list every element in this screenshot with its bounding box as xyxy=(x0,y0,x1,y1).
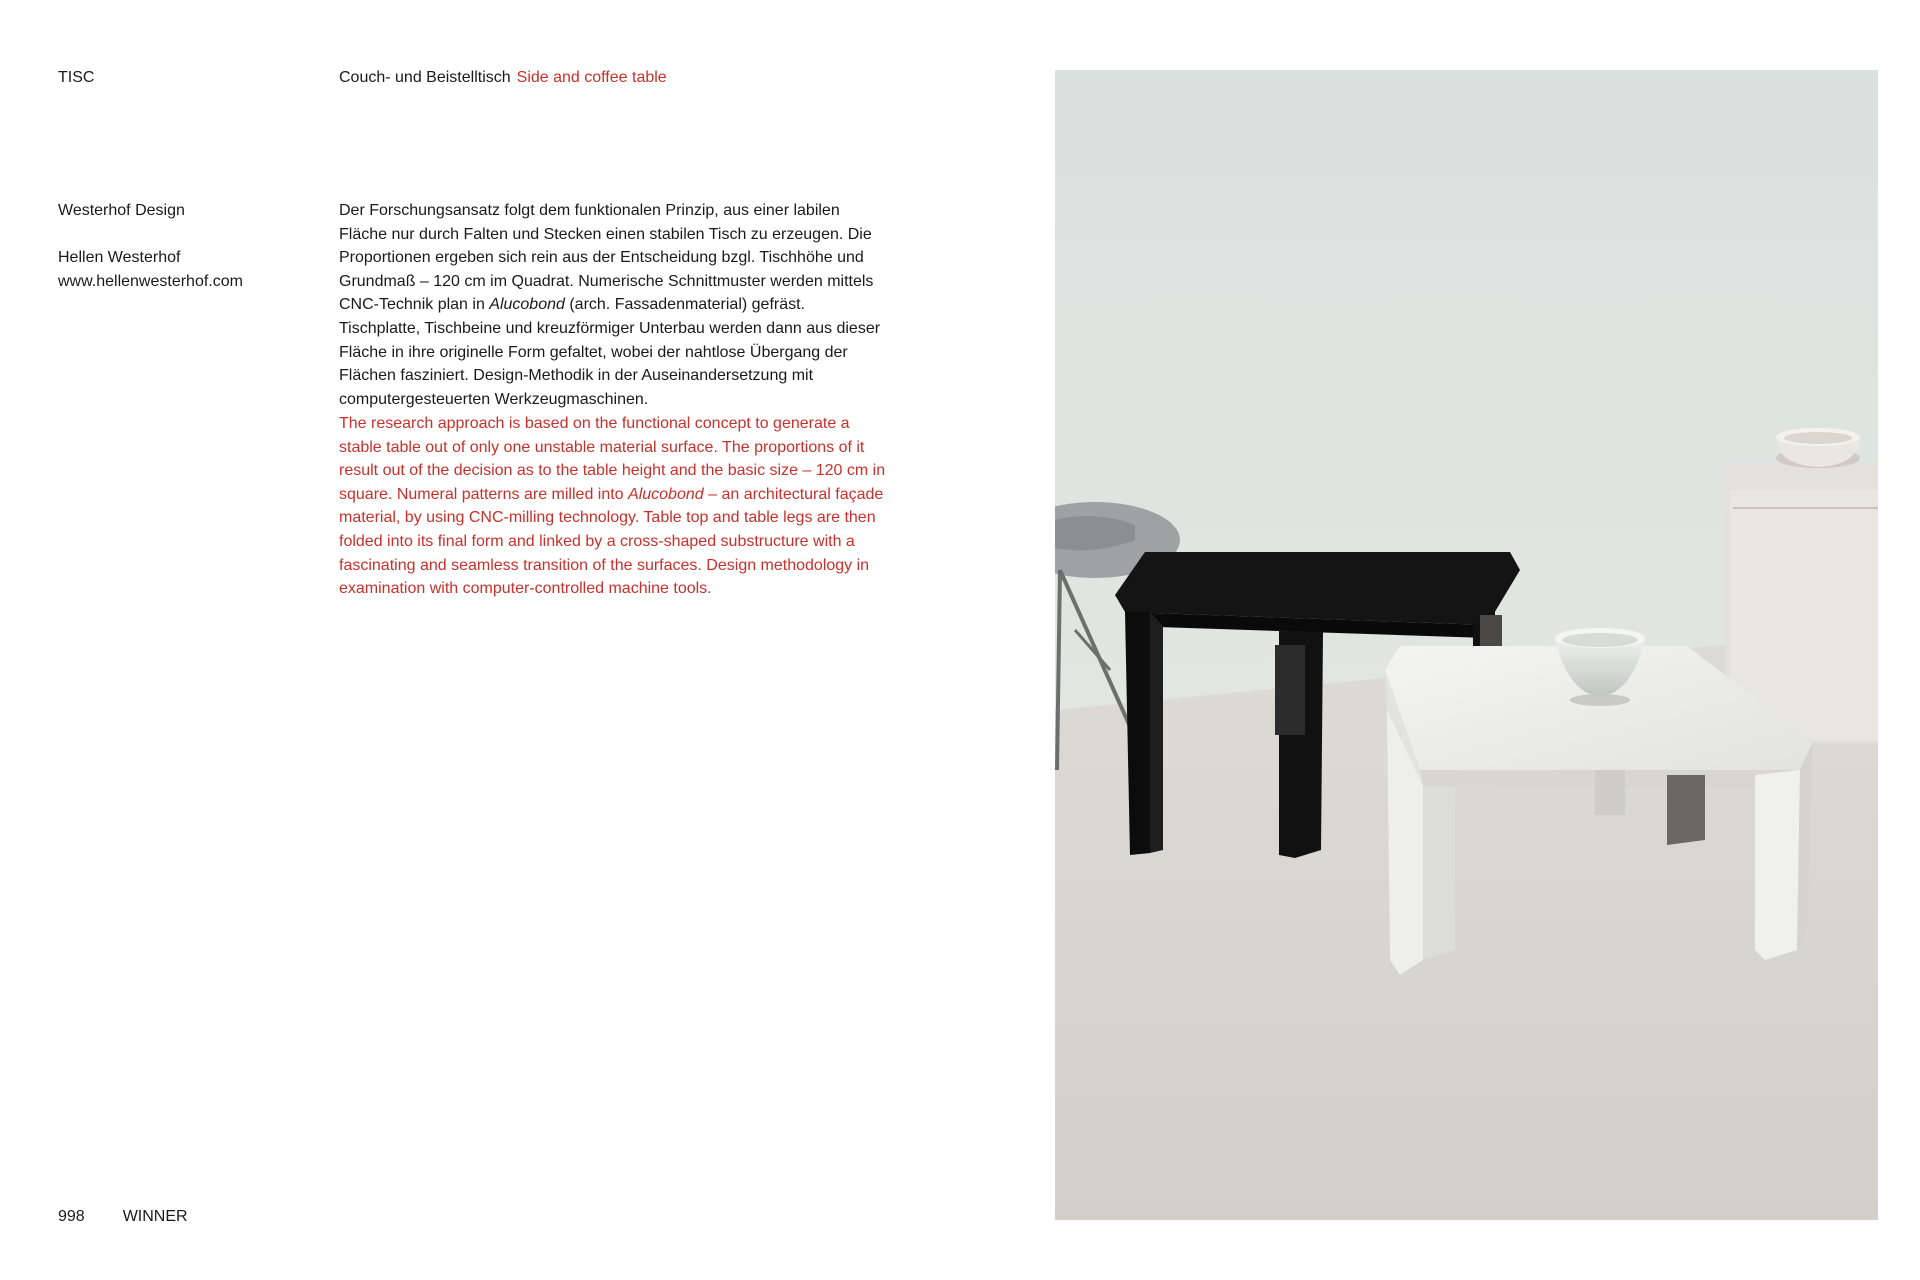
description-german xyxy=(339,199,887,411)
description-german-part1: Der Forschungsansatz folgt dem funktionalen Prinzip, aus einer labilen Fläche nur durch Falten und Stecken einen stabilen Tisch zu erzeugen. Die Proportionen ergeben sich rein aus der Entscheidung bzgl. Tischhöhe und Grundmaß – 120 cm im Quadrat. Numerische Schnittmuster werden mittels CNC-Technik plan in xyxy=(339,202,874,314)
designer-website: www.hellenwesterhof.com xyxy=(58,272,243,290)
page-footer xyxy=(58,1205,188,1229)
description-german-italic: Alucobond xyxy=(489,296,565,314)
brand-label: TISC xyxy=(58,69,95,86)
description-english-part2: – an architectural façade material, by using CNC-milling technology. Table top and table legs are then folded into its final form and linked by a cross-shaped substructure with a fascinating and seamless transition of the surfaces. Design methodology in examination with computer-controlled machine tools. xyxy=(339,485,884,598)
page-number: 998 xyxy=(58,1208,85,1225)
product-photo xyxy=(1055,70,1878,1220)
category-heading xyxy=(339,66,667,90)
category-de: Couch- und Beistelltisch xyxy=(339,69,511,86)
studio-name: Westerhof Design xyxy=(58,202,185,219)
cabinet-bowl xyxy=(1776,428,1860,468)
award-label: WINNER xyxy=(122,1208,188,1225)
product-photo-illustration xyxy=(1055,70,1878,1220)
description-english xyxy=(339,412,887,601)
description-english-part1: The research approach is based on the functional concept to generate a stable table out of only one unstable material surface. The proportions of it result out of the decision as to the table height and the basic size – 120 cm in square. Numeral patterns are milled into xyxy=(339,415,886,503)
description-german-part2: (arch. Fassadenmaterial) gefräst. Tischplatte, Tischbeine und kreuzförmiger Unterbau werden dann aus dieser Fläche in ihre originelle Form gefaltet, wobei der nahtlose Übergang der Flächen fasziniert. Design-Methodik in der Auseinandersetzung mit computergesteuerten Werkzeugmaschinen. xyxy=(339,296,881,408)
description-english-italic: Alucobond xyxy=(628,485,704,503)
credits-block xyxy=(58,199,298,293)
category-en: Side and coffee table xyxy=(516,69,667,86)
designer-name: Hellen Westerhof xyxy=(58,249,181,267)
